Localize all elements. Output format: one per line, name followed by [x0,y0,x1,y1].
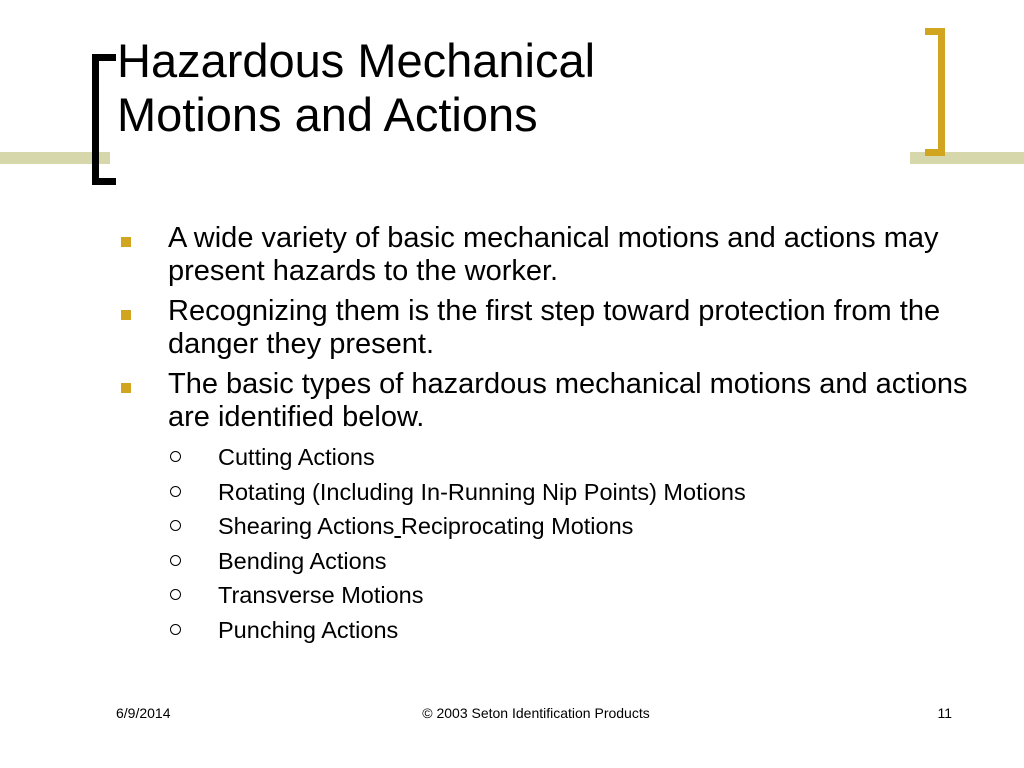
circle-bullet-icon [170,486,181,497]
sub-bullet-text: Bending Actions [218,547,387,574]
sub-bullet-item [168,544,988,579]
square-bullet-icon [121,383,131,393]
slide-title-line-1: Hazardous Mechanical [117,34,596,87]
sub-bullet-item [168,509,988,544]
circle-bullet-icon [170,589,181,600]
right-bracket-decoration [925,28,945,156]
sub-bullet-list [168,440,988,647]
sub-bullet-item [168,475,988,510]
square-bullet-icon [121,310,131,320]
bullet-item [118,222,988,288]
sub-bullet-text: Transverse Motions [218,582,424,608]
circle-bullet-icon [170,555,181,566]
bullet-item [118,368,988,647]
bullet-list [118,222,988,654]
footer-copyright: © 2003 Seton Identification Products [422,705,650,721]
bullet-text: A wide variety of basic mechanical motions and actions may present hazards to the worker. [168,222,939,287]
footer-date: 6/9/2014 [116,705,171,721]
circle-bullet-icon [170,624,181,635]
sub-bullet-text: Rotating (Including In-Running Nip Points) Motions [218,478,746,505]
sub-bullet-text: Cutting Actions [218,444,375,470]
sub-bullet-item [168,578,988,613]
sub-bullet-item [168,613,988,648]
bullet-text: The basic types of hazardous mechanical motions and actions are identified below. [168,368,968,433]
sub-bullet-text: Shearing Actions [218,513,395,539]
sub-bullet-text: Punching Actions [218,616,399,643]
circle-bullet-icon [170,520,181,531]
bullet-text: Recognizing them is the first step toward protection from the danger they present. [168,295,941,360]
slide-title [117,34,917,142]
sub-bullet-item [168,440,988,475]
left-bracket-decoration [92,54,116,185]
square-bullet-icon [121,237,131,247]
footer-page-number: 11 [937,705,952,721]
circle-bullet-icon [170,451,181,462]
sub-bullet-text: Reciprocating Motions [400,513,634,539]
slide-title-line-2: Motions and Actions [117,88,538,141]
bullet-item [118,295,988,361]
